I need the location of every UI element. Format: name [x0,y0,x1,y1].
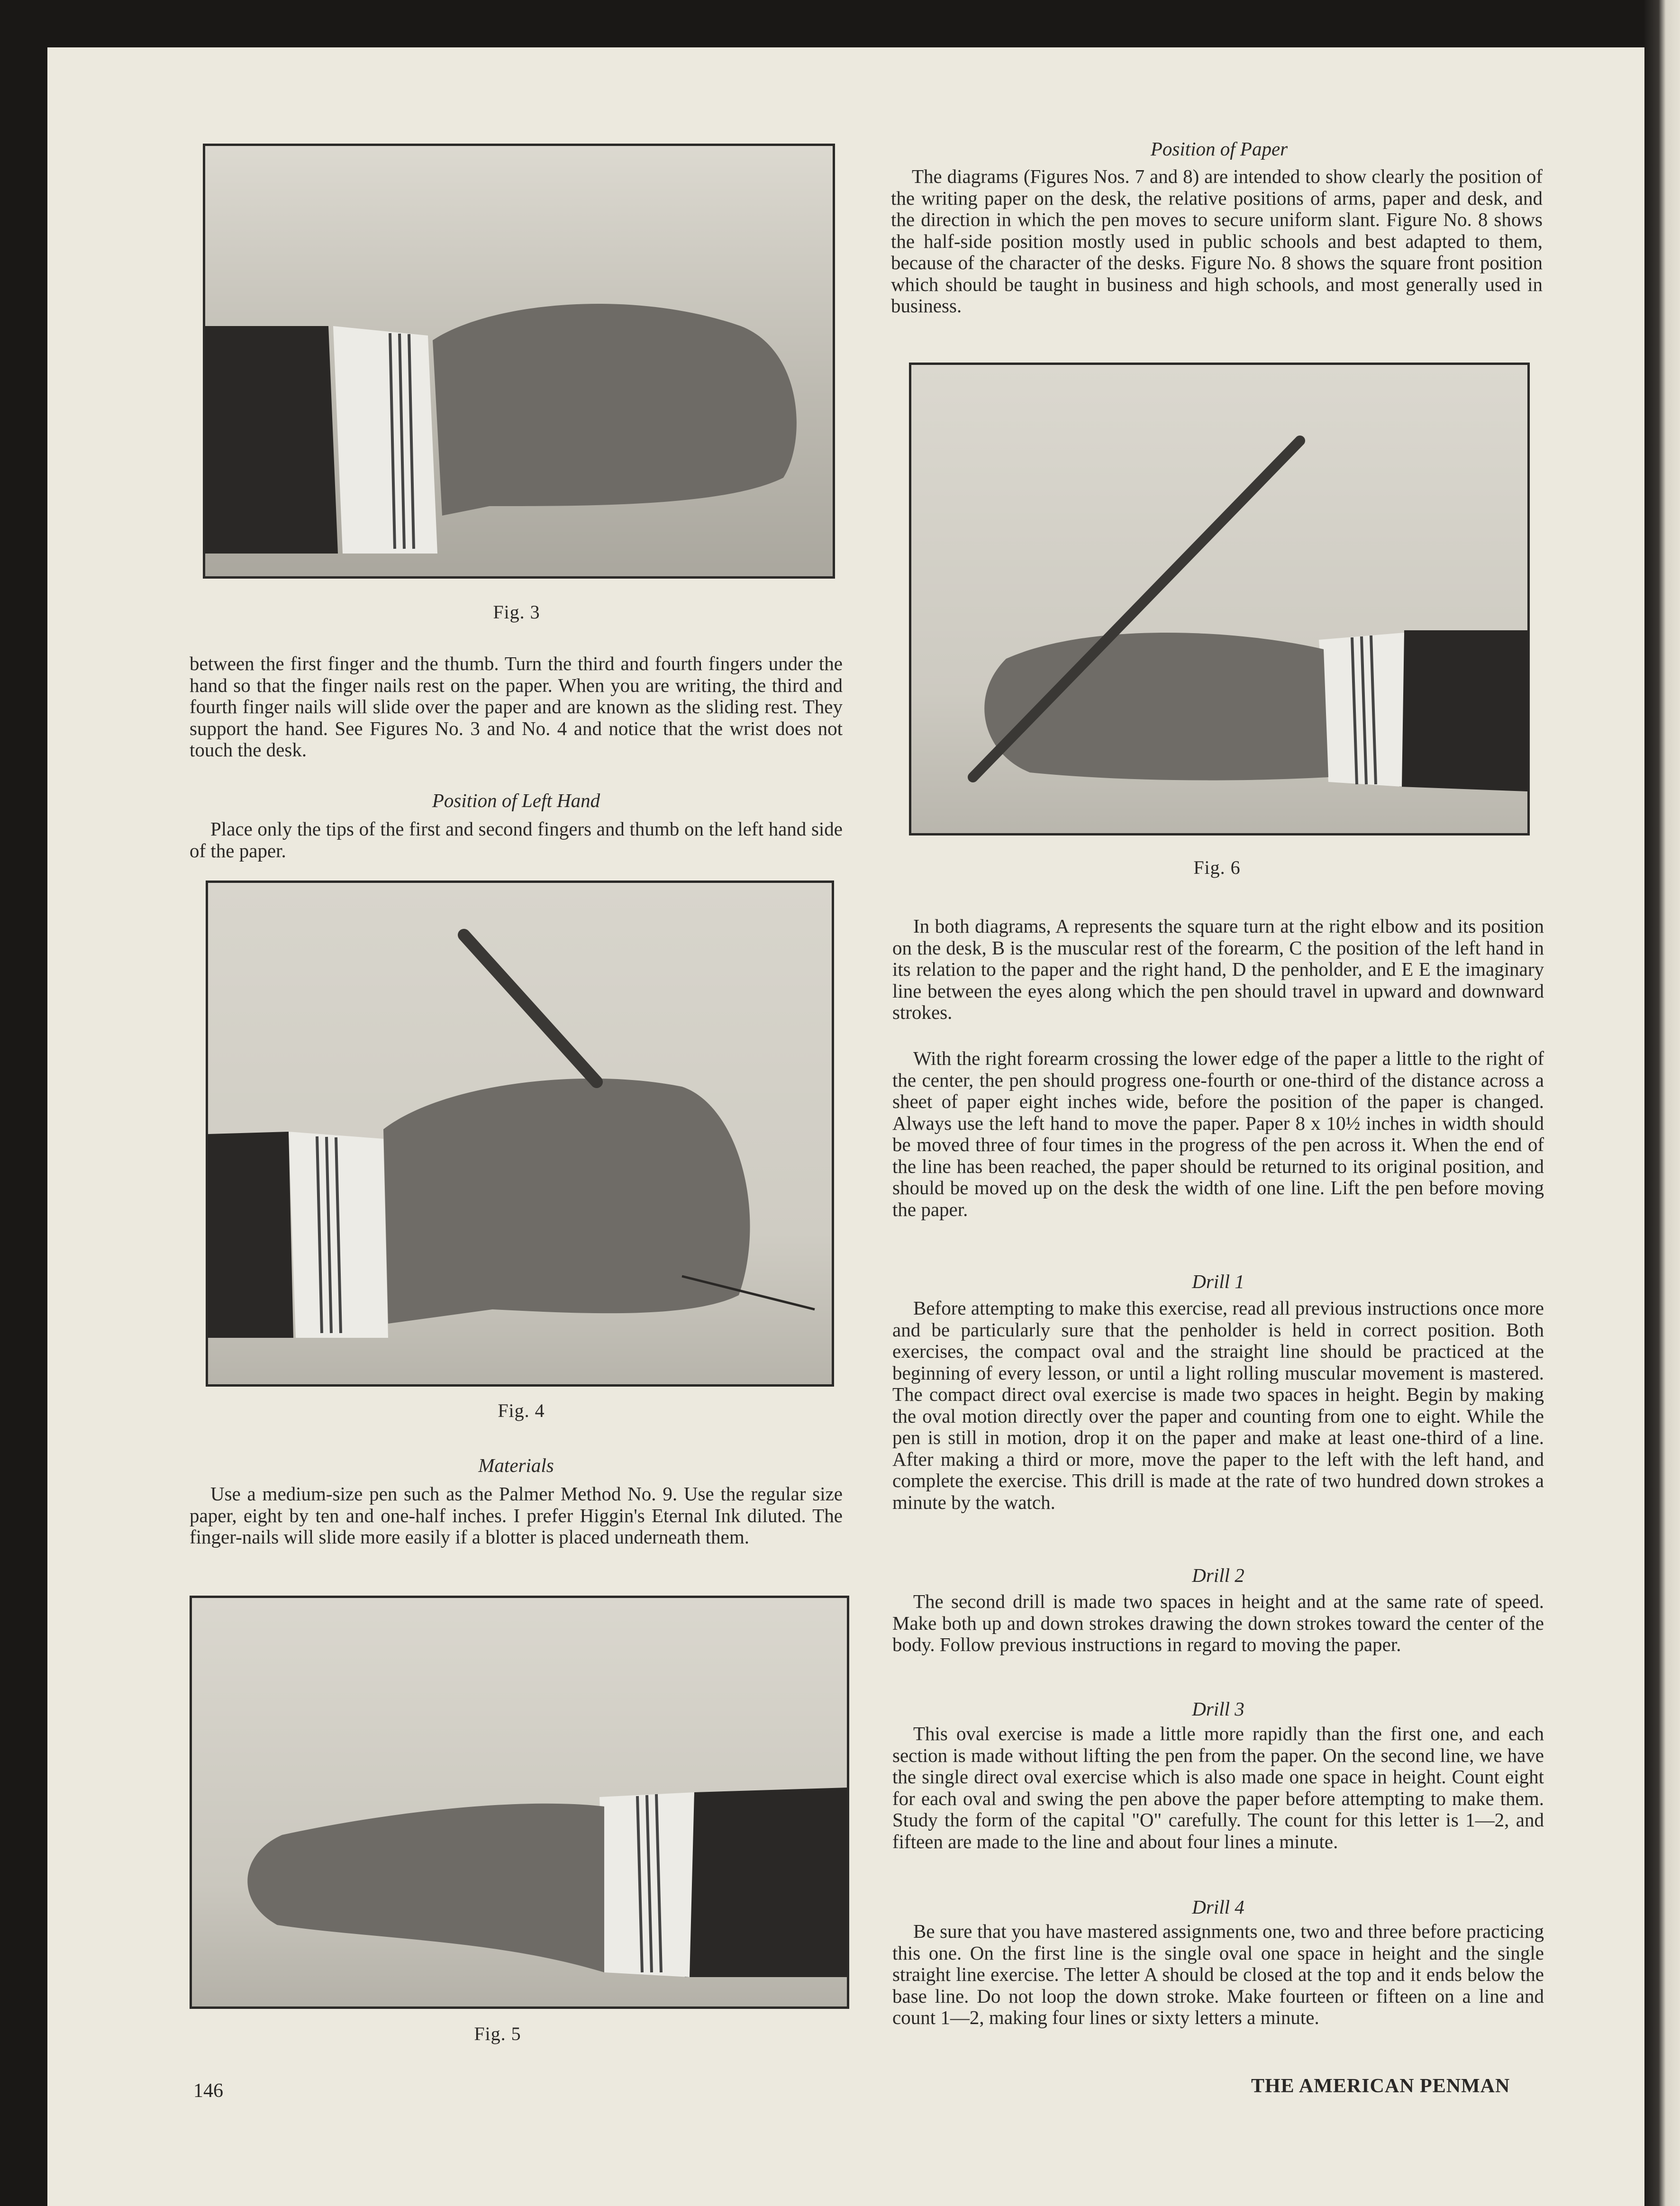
figure-6-photo [909,363,1530,835]
figure-4-photo [206,881,834,1387]
page-number: 146 [193,2080,223,2102]
figure-5-photo [190,1596,849,2009]
heading-drill-4: Drill 4 [1192,1896,1244,1918]
paragraph-drill-3 [892,1723,1544,1852]
paragraph-forearm [892,1048,1544,1220]
figure-5-caption: Fig. 5 [474,2023,521,2044]
figure-3-caption: Fig. 3 [493,601,540,623]
paragraph-left-hand-text: Place only the tips of the first and second fingers and thumb on the left hand side of the paper. [190,818,843,862]
paragraph-paper [891,166,1543,317]
figure-4-caption: Fig. 4 [498,1400,545,1421]
heading-drill-3: Drill 3 [1192,1698,1244,1720]
paragraph-fingers-text: between the first finger and the thumb. Turn the third and fourth fingers under the hand so that the finger nails rest on the paper. When you are writing, the third and fourth finger nails will slide over the paper and are known as the sliding rest. They support the hand. See Figures No. 3 and No. 4 and notice that the wrist does not touch the desk. [190,653,843,761]
figure-3-photo [203,144,835,579]
paragraph-drill-1 [892,1298,1544,1513]
paragraph-left-hand [190,818,843,862]
paragraph-diagrams [892,916,1544,1024]
paragraph-diagrams-text: In both diagrams, A represents the square turn at the right elbow and its position on the desk, B is the muscular rest of the forearm, C the position of the left hand in its relation to the paper and the right hand, D the penholder, and E E the imaginary line between the eyes along which the pen should travel in upward and downward strokes. [892,915,1544,1023]
heading-position-of-left-hand: Position of Left Hand [432,790,600,811]
figure-6-caption: Fig. 6 [1193,857,1241,878]
paragraph-fingers [190,653,843,761]
running-title: THE AMERICAN PENMAN [1251,2075,1510,2097]
paragraph-drill-4-text: Be sure that you have mastered assignments one, two and three before practicing this one. On the first line is the single oval one space in height and the single straight line exercise. The letter A should be closed at the top and it ends below the base line. Do not loop the down stroke. Make fourteen or fifteen on a line and count 1—2, making four lines or sixty letters a minute. [892,1920,1544,2028]
paragraph-drill-2-text: The second drill is made two spaces in height and at the same rate of speed. Make both up and down strokes drawing the down strokes toward the center of the body. Follow previous instructions in regard to moving the paper. [892,1590,1544,1655]
paragraph-drill-3-text: This oval exercise is made a little more rapidly than the first one, and each section is made without lifting the pen from the paper. On the second line, we have the single direct oval exercise which is also made one space in height. Count eight for each oval and swing the pen above the paper before attempting to make them. Study the form of the capital "O" carefully. The count for this letter is 1—2, and fifteen are made to the line and about four lines a minute. [892,1723,1544,1852]
paragraph-drill-2 [892,1591,1544,1656]
paragraph-forearm-text: With the right forearm crossing the lower edge of the paper a little to the right of the center, the pen should progress one-fourth or one-third of the distance across a sheet of paper eight inches wide, before the position of the paper is changed. Always use the left hand to move the paper. Paper 8 x 10½ inches in width should be moved three of four times in the progress of the pen across it. When the end of the line has been reached, the paper should be returned to its original position, and should be moved up on the desk the width of one line. Lift the pen before moving the paper. [892,1047,1544,1220]
heading-position-of-paper: Position of Paper [1150,138,1288,160]
paragraph-materials [190,1483,843,1548]
paragraph-drill-4 [892,1921,1544,2029]
heading-drill-2: Drill 2 [1192,1564,1244,1586]
paragraph-materials-text: Use a medium-size pen such as the Palmer Method No. 9. Use the regular size paper, eight by ten and one-half inches. I prefer Higgin's Eternal Ink diluted. The finger-nails will slide more easily if a blotter is placed underneath them. [190,1483,843,1548]
paragraph-drill-1-text: Before attempting to make this exercise, read all previous instructions once more and be particularly sure that the penholder is held in correct position. Both exercises, the compact oval and the straight line should be practiced at the beginning of every lesson, or until a light rolling muscular movement is mastered. The compact direct oval exercise is made two spaces in height. Begin by making the oval motion directly over the paper and counting from one to eight. While the pen is still in motion, drop it on the paper and make at least one-third of a line. After making a third or more, move the paper to the left with the left hand, and complete the exercise. This drill is made at the rate of two hundred down strokes a minute by the watch. [892,1297,1544,1513]
heading-drill-1: Drill 1 [1192,1271,1244,1292]
heading-materials: Materials [478,1454,554,1476]
paragraph-paper-text: The diagrams (Figures Nos. 7 and 8) are intended to show clearly the position of the writing paper on the desk, the relative positions of arms, paper and desk, and the direction in which the pen moves to secure uniform slant. Figure No. 8 shows the half-side position mostly used in public schools and best adapted to them, because of the character of the desks. Figure No. 8 shows the square front position which should be taught in business and high schools, and most generally used in business. [891,165,1543,317]
adjacent-page-edge [1644,0,1680,2206]
